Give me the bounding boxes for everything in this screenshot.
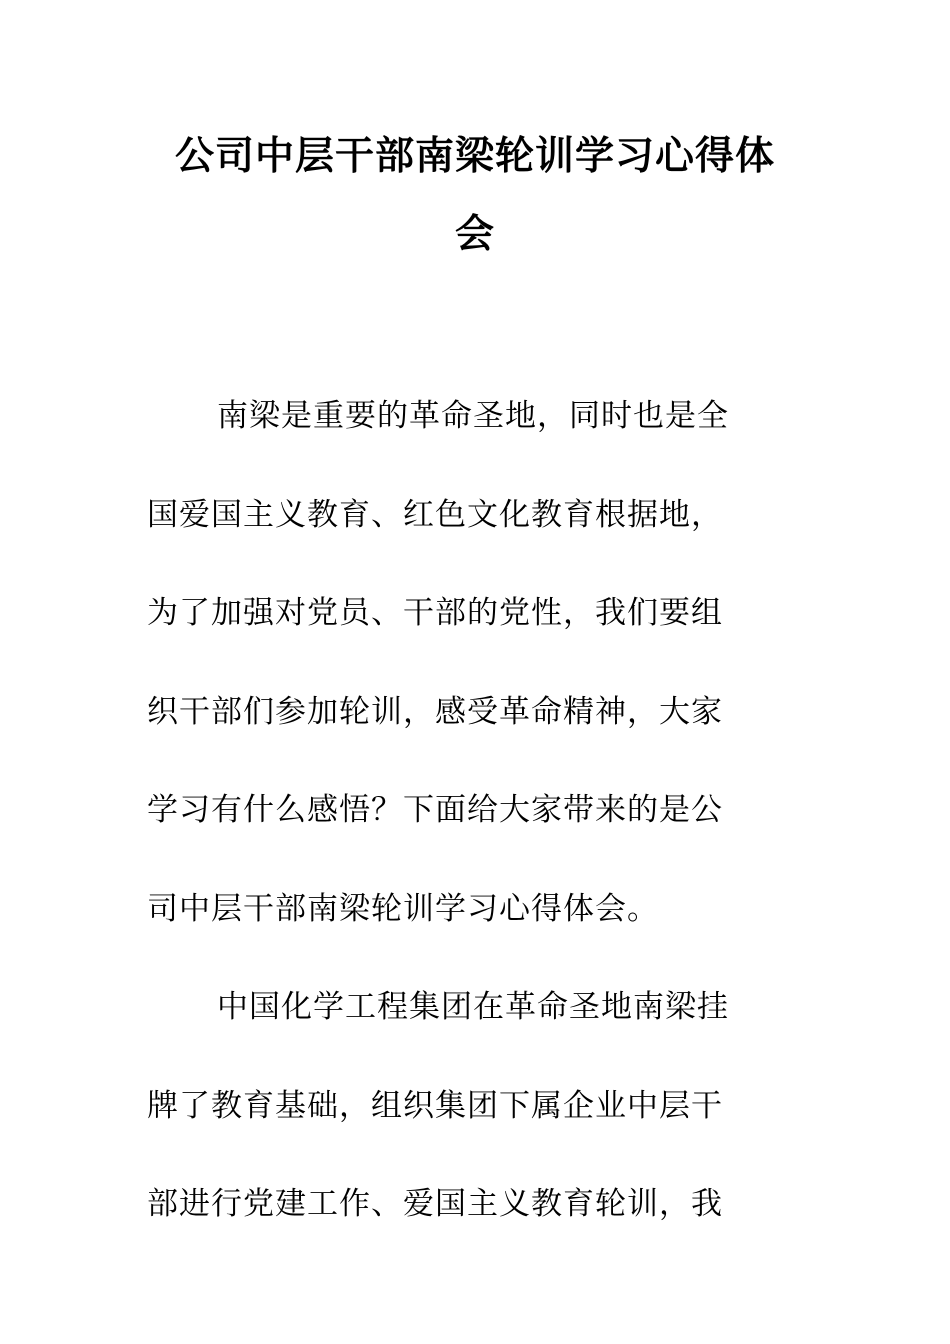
paragraph-line: 织干部们参加轮训，感受革命精神，大家	[147, 693, 723, 730]
paragraph-line: 学习有什么感悟？下面给大家带来的是公	[147, 792, 723, 828]
paragraph-line: 部进行党建工作、爱国主义教育轮训，我	[147, 1186, 723, 1222]
paragraph-line: 中国化学工程集团在革命圣地南梁挂	[217, 989, 729, 1025]
paragraph-line: 国爱国主义教育、红色文化教育根据地，	[147, 496, 723, 533]
paragraph-line: 为了加强对党员、干部的党性，我们要组	[147, 595, 723, 631]
paragraph	[147, 367, 777, 958]
document-title	[0, 118, 950, 274]
paragraph-line: 牌了教育基础，组织集团下属企业中层干	[147, 1087, 723, 1124]
document-body	[147, 367, 777, 1254]
paragraph	[147, 958, 777, 1254]
title-line: 公司中层干部南梁轮训学习心得体	[174, 134, 775, 179]
paragraph-line: 南梁是重要的革命圣地，同时也是全	[217, 398, 729, 434]
title-line: 会	[454, 212, 495, 257]
paragraph-line: 司中层干部南梁轮训学习心得体会。	[147, 890, 659, 927]
